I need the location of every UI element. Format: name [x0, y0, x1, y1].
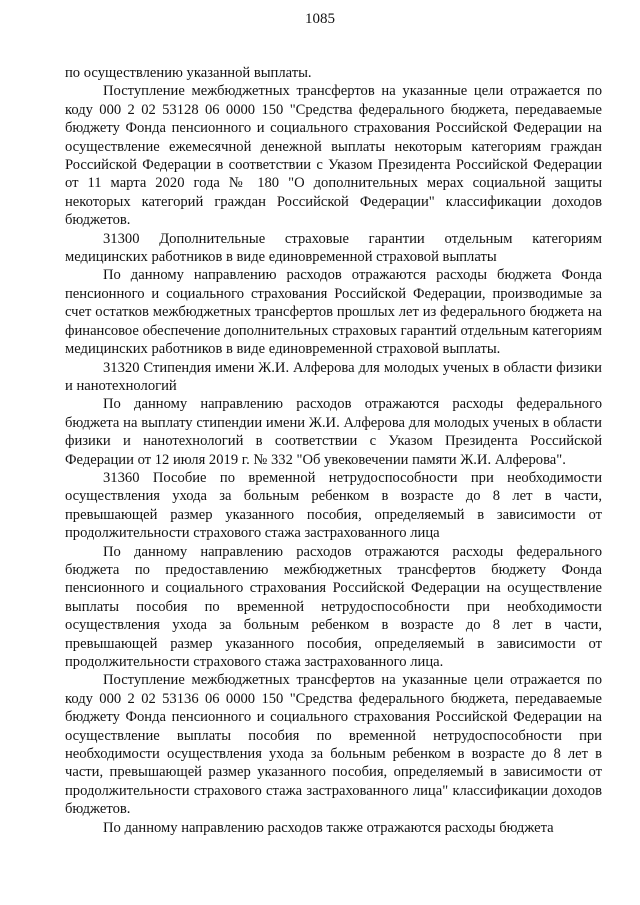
paragraph: По данному направлению расходов отражаются расходы бюджета Фонда пенсионного и социального страхования Российской Федерации, производимые за счет остатков межбюджетных трансфертов прошлых лет из федерального бюджета на финансовое обеспечение дополнительных страховых гарантий отдельным категориям медицинских работников в виде единовременной страховой выплаты.	[65, 267, 602, 358]
expense-code-heading: 31360 Пособие по временной нетрудоспособности при необходимости осуществления ухода за больным ребенком в возрасте до 8 лет в части, превышающей размер указанного пособия, определяемый в зависимости от продолжительности страхового стажа застрахованного лица	[65, 469, 602, 542]
paragraph-continuation: по осуществлению указанной выплаты.	[65, 65, 312, 81]
paragraph: По данному направлению расходов отражаются расходы федерального бюджета по предоставлению межбюджетных трансфертов бюджету Фонда пенсионного и социального страхования Российской Федерации на осуществление выплаты пособия по временной нетрудоспособности при необходимости осуществления ухода за больным ребенком в возрасте до 8 лет в части, превышающей размер указанного пособия, определяемый в зависимости от продолжительности страхового стажа застрахованного лица.	[65, 543, 602, 670]
paragraph: По данному направлению расходов также отражаются расходы бюджета	[103, 819, 554, 836]
expense-code-heading: 31300 Дополнительные страховые гарантии отдельным категориям медицинских работников в виде единовременной страховой выплаты	[65, 230, 602, 266]
page-number: 1085	[305, 11, 335, 27]
paragraph: Поступление межбюджетных трансфертов на указанные цели отражается по коду 000 2 02 53136 06 0000 150 "Средства федерального бюджета, передаваемые бюджету Фонда пенсионного и социального страхования Российской Федерации на осуществление выплаты пособия по временной нетрудоспособности при необходимости осуществления ухода за больным ребенком в возрасте до 8 лет в части, превышающей размер указанного пособия, определяемый в зависимости от продолжительности страхового стажа застрахованного лица" классификации доходов бюджетов.	[65, 672, 602, 818]
expense-code-heading: 31320 Стипендия имени Ж.И. Алферова для молодых ученых в области физики и нанотехнологий	[65, 359, 602, 394]
paragraph: Поступление межбюджетных трансфертов на указанные цели отражается по коду 000 2 02 53128 06 0000 150 "Средства федерального бюджета, передаваемые бюджету Фонда пенсионного и социального страхования Российской Федерации на осуществление ежемесячной денежной выплаты некоторым категориям граждан Российской Федерации в соответствии с Указом Президента Российской Федерации от 11 марта 2020 года № 180 "О дополнительных мерах социальной защиты некоторых категорий граждан Российской Федерации" классификации доходов бюджетов.	[65, 83, 602, 229]
paragraph: По данному направлению расходов отражаются расходы федерального бюджета на выплату стипендии имени Ж.И. Алферова для молодых ученых в области физики и нанотехнологий в соответствии с Указом Президента Российской Федерации от 12 июля 2019 г. № 332 "Об увековечении памяти Ж.И. Алферова".	[65, 396, 602, 468]
page-body	[65, 64, 602, 837]
